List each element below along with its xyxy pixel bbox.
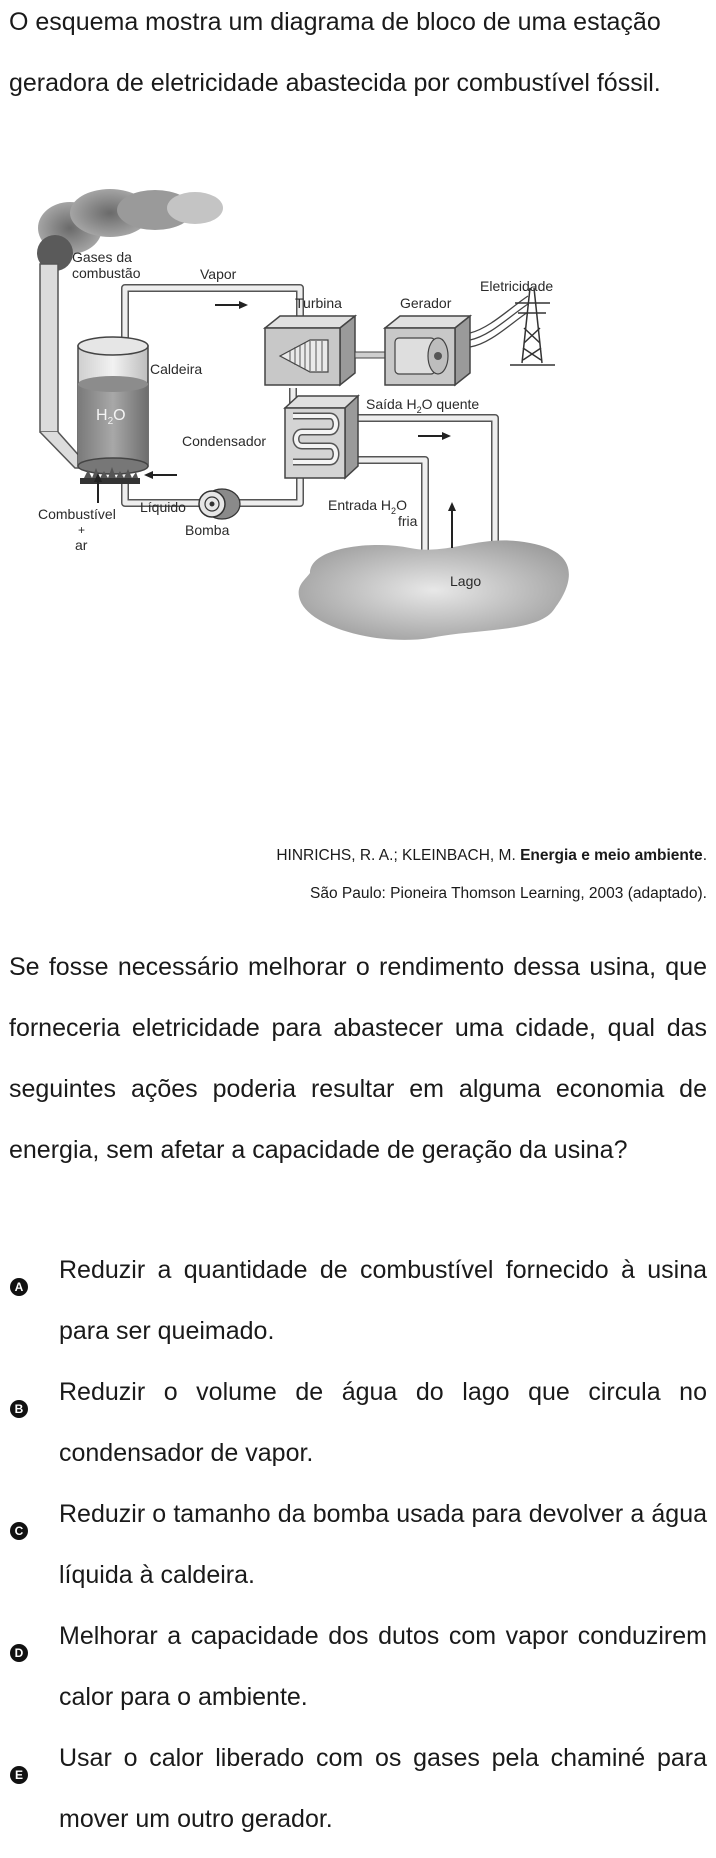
- option-e[interactable]: [0, 1736, 716, 1858]
- option-a-letter: A: [10, 1278, 28, 1296]
- pump-icon: [199, 489, 240, 519]
- label-vapor: Vapor: [200, 266, 237, 282]
- option-a[interactable]: [0, 1248, 716, 1370]
- turbine: [265, 316, 355, 385]
- option-c[interactable]: [0, 1492, 716, 1614]
- label-lago: Lago: [450, 573, 482, 589]
- label-liquido: Líquido: [140, 499, 186, 515]
- pylon-icon: [510, 288, 555, 365]
- vapor-arrow: [215, 301, 248, 309]
- label-h2o-tank: $H_2O$: [96, 407, 126, 427]
- power-plant-diagram: [10, 188, 670, 788]
- option-b-text: Reduzir o volume de água do lago que circula no condensador de vapor.: [59, 1378, 707, 1467]
- label-condensador: Condensador: [182, 433, 267, 449]
- label-entrada: Entrada $H_2O$: [328, 497, 407, 516]
- question-text: Se fosse necessário melhorar o rendimento dessa usina, que forneceria eletricidade para abastecer uma cidade, qual das seguintes ações poderia resultar em alguma economia de energia, sem afetar a capacidade de geração da usina?: [9, 953, 707, 1164]
- label-eletricidade: Eletricidade: [480, 278, 554, 294]
- option-a-text: Reduzir a quantidade de combustível fornecido à usina para ser queimado.: [59, 1256, 707, 1345]
- intro-text: O esquema mostra um diagrama de bloco de uma estação geradora de eletricidade abastecida por combustível fóssil.: [9, 8, 661, 97]
- label-plus: +: [78, 523, 86, 537]
- option-b-letter: B: [10, 1400, 28, 1418]
- option-b[interactable]: [0, 1370, 716, 1492]
- citation-publisher: São Paulo: Pioneira Thomson Learning, 2003 (adaptado).: [310, 885, 707, 902]
- generator: [385, 316, 470, 385]
- option-d[interactable]: [0, 1614, 716, 1736]
- label-ar: ar: [75, 537, 88, 553]
- option-d-letter: D: [10, 1644, 28, 1662]
- label-gerador: Gerador: [400, 295, 452, 311]
- label-combustao: combustão: [72, 265, 141, 281]
- option-e-letter: E: [10, 1766, 28, 1784]
- label-caldeira: Caldeira: [150, 361, 203, 377]
- citation-title: Energia e meio ambiente: [520, 847, 703, 864]
- label-bomba: Bomba: [185, 522, 230, 538]
- hot-water-arrow: [418, 432, 451, 440]
- boiler: [78, 337, 148, 474]
- liquid-arrow: [144, 471, 177, 479]
- label-fria: fria: [398, 513, 418, 529]
- label-saida: Saída $H_2O$ quente: [366, 396, 480, 415]
- label-combustivel: Combustível: [38, 506, 116, 522]
- condenser: [285, 396, 358, 478]
- citation-authors: HINRICHS, R. A.; KLEINBACH, M. Energia e meio ambiente.: [276, 847, 707, 864]
- option-c-text: Reduzir o tamanho da bomba usada para devolver a água líquida à caldeira.: [59, 1500, 707, 1589]
- lake: [299, 540, 569, 639]
- label-gases: Gases da: [72, 249, 132, 265]
- label-turbina: Turbina: [295, 295, 342, 311]
- option-e-text: Usar o calor liberado com os gases pela chaminé para mover um outro gerador.: [59, 1744, 707, 1833]
- option-c-letter: C: [10, 1522, 28, 1540]
- cold-water-arrow: [448, 502, 456, 548]
- option-d-text: Melhorar a capacidade dos dutos com vapor conduzirem calor para o ambiente.: [59, 1622, 707, 1711]
